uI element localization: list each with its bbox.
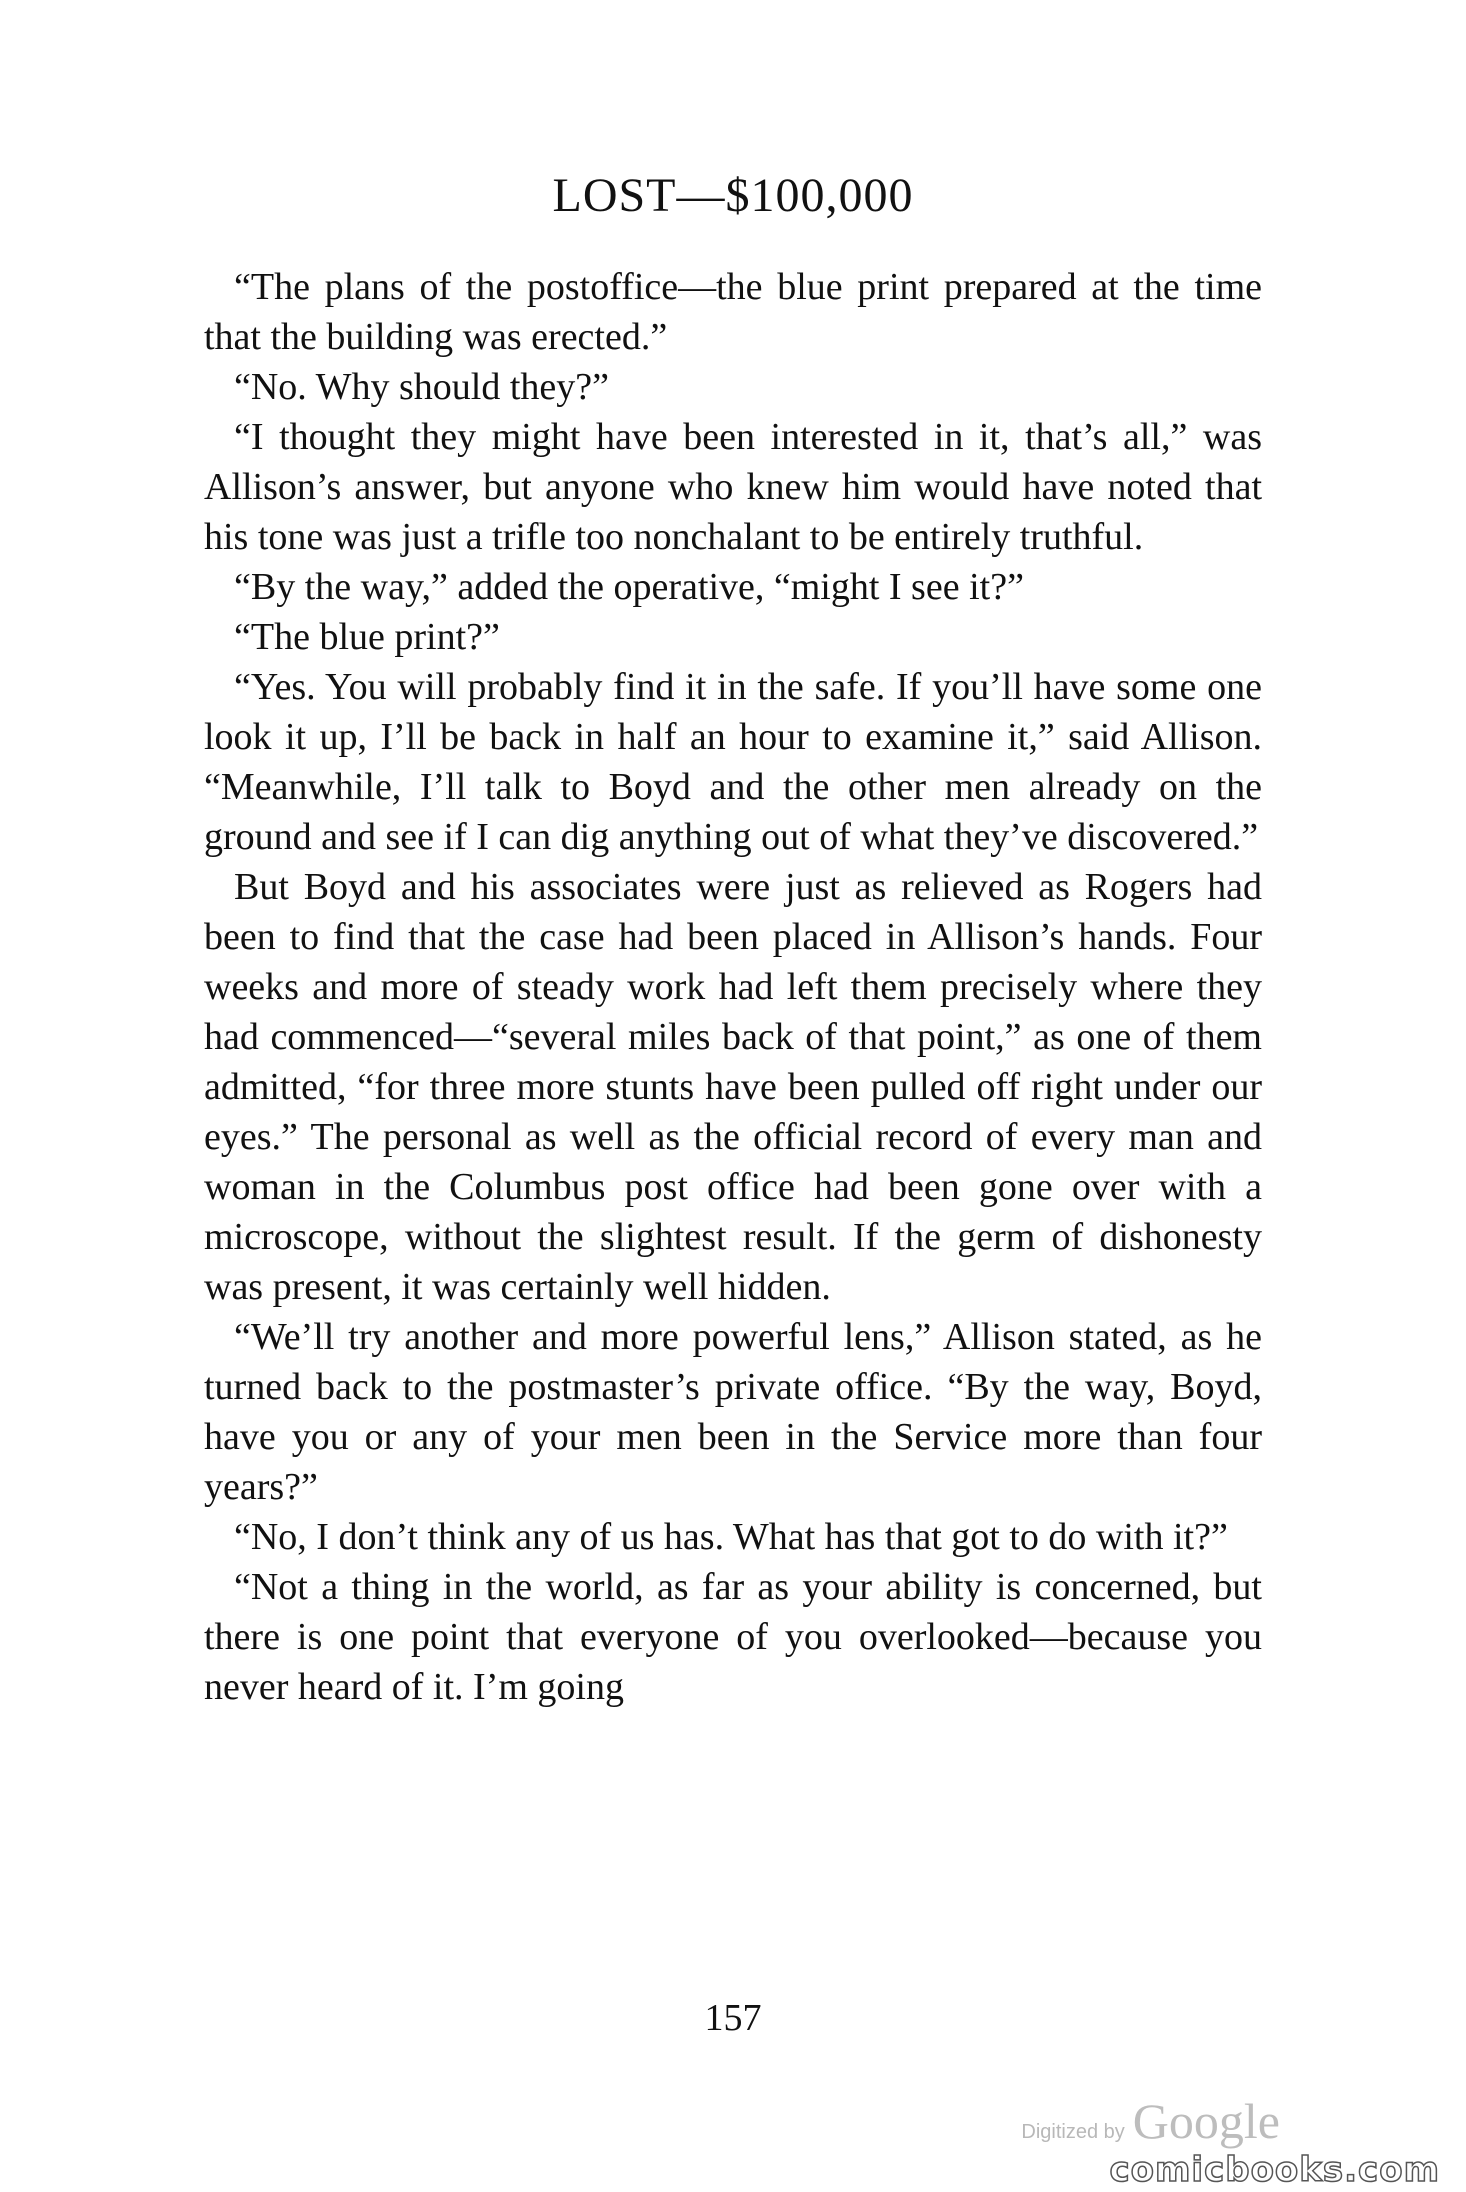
running-head: LOST—$100,000 — [552, 169, 914, 222]
paragraph: “The plans of the postoffice—the blue print prepared at the time that the building was erected.” — [204, 266, 1262, 358]
paragraph: “No. Why should they?” — [234, 366, 609, 408]
digitized-by-mark — [940, 2092, 1280, 2150]
paragraph: “I thought they might have been interested in it, that’s all,” was Allison’s answer, but anyone who knew him would have noted that his tone was just a trifle too nonchalant to be entirely truthful. — [204, 416, 1262, 558]
paragraph: “Not a thing in the world, as far as your ability is concerned, but there is one point that everyone of you overlooked—because you never heard of it. I’m going — [204, 1566, 1262, 1708]
paragraph: “By the way,” added the operative, “might I see it?” — [234, 566, 1024, 608]
site-watermark: comicbooks.com — [1109, 2150, 1440, 2190]
google-logo: Google — [1132, 2093, 1280, 2149]
paragraph: “We’ll try another and more powerful lens,” Allison stated, as he turned back to the postmaster’s private office. “By the way, Boyd, have you or any of your men been in the Service more than four years?” — [204, 1316, 1262, 1508]
paragraph: But Boyd and his associates were just as relieved as Rogers had been to find that the case had been placed in Allison’s hands. Four weeks and more of steady work had left them precisely where they had commenced—“several miles back of that point,” as one of them admitted, “for three more stunts have been pulled off right under our eyes.” The personal as well as the official record of every man and woman in the Columbus post office had been gone over with a microscope, without the slightest result. If the germ of dishonesty was present, it was certainly well hidden. — [204, 866, 1262, 1308]
paragraph: “No, I don’t think any of us has. What has that got to do with it?” — [234, 1516, 1228, 1558]
digitized-prefix: Digitized by — [1021, 2121, 1125, 2143]
paragraph: “Yes. You will probably find it in the safe. If you’ll have some one look it up, I’ll be back in half an hour to examine it,” said Allison. “Meanwhile, I’ll talk to Boyd and the other men already on the ground and see if I can dig anything out of what they’ve discovered.” — [204, 666, 1262, 858]
body-text — [204, 262, 1262, 1712]
page-number: 157 — [704, 1997, 762, 2039]
paragraph: “The blue print?” — [234, 616, 500, 658]
